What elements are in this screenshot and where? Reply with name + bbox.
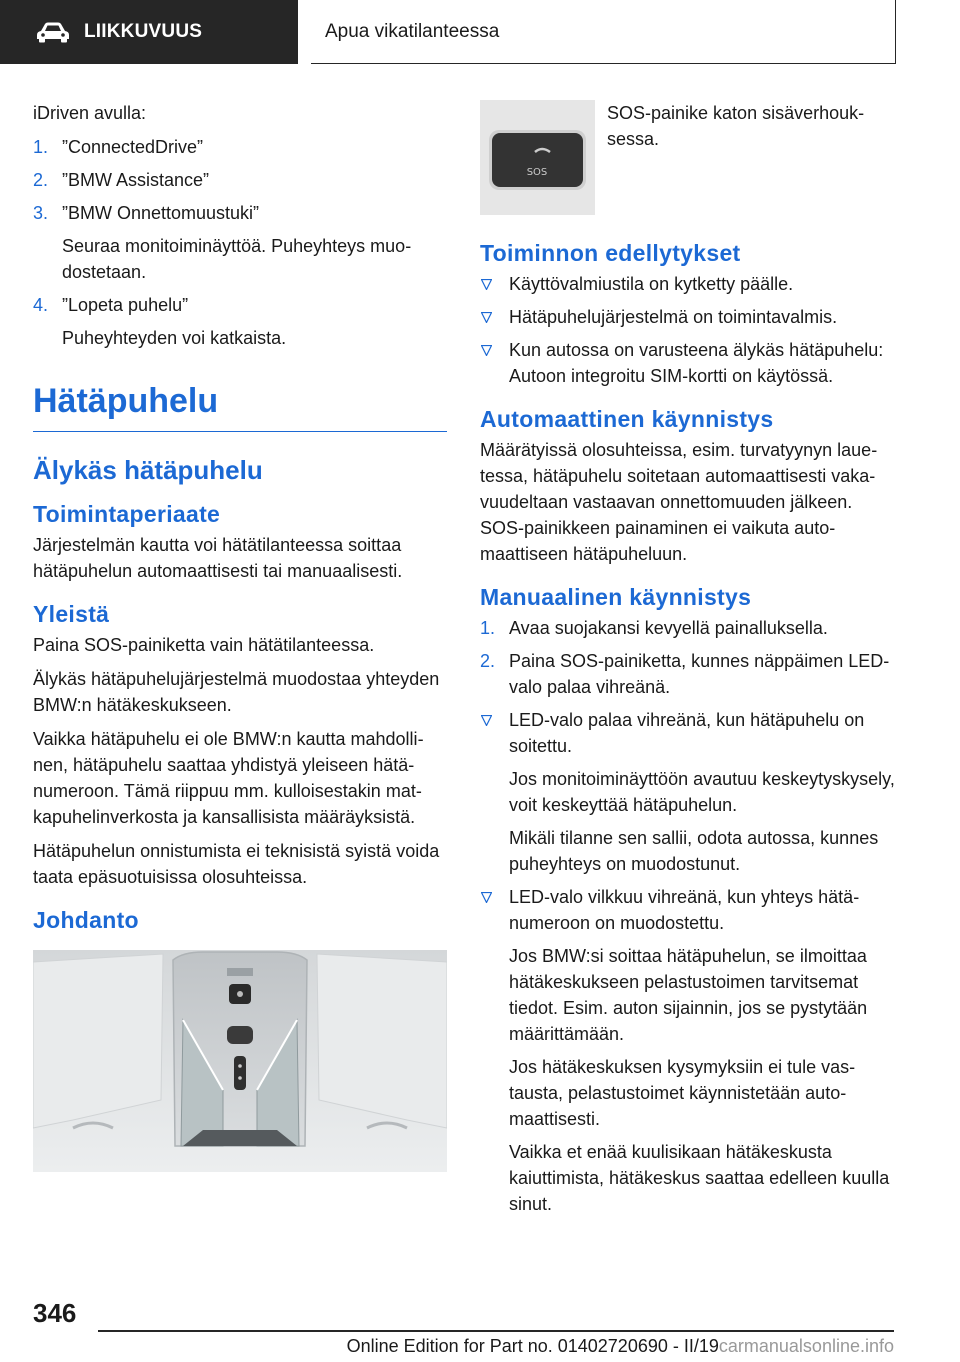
bullet-subtext: Jos BMW:si soittaa hätäpuhelun, se ilmoittaa hätäkeskukseen pelastustoimen tarvitsemat tiedot. Esim. auton sijainnin, jos se pystytään määrittämään.: [509, 946, 868, 1044]
chapter-title: Apua vikatilanteessa: [325, 20, 500, 42]
bullet-subtext: Vaikka et enää kuulisikaan hätäkeskusta kaiuttimista, hätäkeskus saattaa edelleen kuulla sinut.: [509, 1142, 890, 1214]
step-number: 1.: [480, 618, 496, 638]
step-number: 4.: [33, 295, 49, 315]
step-text: ”BMW Assistance”: [62, 170, 210, 190]
sos-button-label: SOS: [526, 167, 548, 178]
footer-divider: [98, 1330, 894, 1332]
edition-text: Online Edition for Part no. 01402720690 - II/19: [346, 1336, 719, 1356]
bullet-text: LED-valo palaa vihreänä, kun hätäpuhelu on soitettu.: [509, 710, 865, 756]
intro-text: iDriven avulla:: [33, 103, 147, 123]
sos-button-image: [480, 100, 595, 215]
list-item: [33, 200, 447, 226]
paragraph: Älykäs hätäpuhelujärjestelmä muodostaa yhteyden BMW:n hätäkeskukseen.: [33, 669, 440, 715]
step-subtext: Puheyhteyden voi katkaista.: [62, 328, 287, 348]
triangle-bullet-icon: [481, 312, 492, 323]
step-text: Paina SOS-painiketta, kunnes näppäimen LED-valo palaa vihreänä.: [509, 651, 890, 697]
list-item: [480, 304, 898, 330]
step-number: 3.: [33, 203, 49, 223]
roof-console-image: [33, 950, 447, 1172]
step-subtext: Seuraa monitoiminäyttöä. Puheyhteys muodostetaan.: [62, 236, 412, 282]
subheading-intro: Johdanto: [33, 907, 139, 933]
section-heading: Älykäs hätäpuhelu: [33, 455, 263, 485]
bullet-subtext: Jos monitoiminäyttöön avautuu keskeytyskysely, voit keskeyttää hätäpuhelun.: [509, 769, 895, 815]
bullet-subtext: Mikäli tilanne sen sallii, odota autossa, kunnes puheyhteys on muodostunut.: [509, 828, 879, 874]
page-title: Hätäpuhelu: [33, 381, 447, 432]
paragraph: Hätäpuhelun onnistumista ei teknisistä syistä voida taata epäsuotuisissa olosuhteissa.: [33, 841, 440, 887]
step-text: Avaa suojakansi kevyellä painalluksella.: [509, 618, 828, 638]
triangle-bullet-icon: [481, 345, 492, 356]
section-title: LIIKKUVUUS: [84, 21, 203, 42]
triangle-bullet-icon: [481, 892, 492, 903]
paragraph: Paina SOS-painiketta vain hätätilanteessa.: [33, 635, 375, 655]
bullet-text: Hätäpuhelujärjestelmä on toimintavalmis.: [509, 307, 838, 327]
car-icon: [36, 21, 70, 43]
list-item: [480, 337, 898, 389]
subheading-prerequisites: Toiminnon edellytykset: [480, 240, 741, 266]
figure-caption: SOS-painike katon sisäverhouksessa.: [607, 103, 865, 149]
subheading-manual: Manuaalinen käynnistys: [480, 584, 752, 610]
paragraph: Vaikka hätäpuhelu ei ole BMW:n kautta mahdollinen, hätäpuhelu saattaa yhdistyä yleiseen hätänumeroon. Tämä riippuu mm. kulloisestakin matkapuhelinverkosta ja kansallisista määräyksistä.: [33, 729, 424, 827]
triangle-bullet-icon: [481, 715, 492, 726]
step-text: ”ConnectedDrive”: [62, 137, 204, 157]
bullet-text: Kun autossa on varusteena älykäs hätäpuhelu: Autoon integroitu SIM-kortti on käytössä.: [509, 340, 884, 386]
bullet-text: LED-valo vilkkuu vihreänä, kun yhteys hätänumeroon on muodostettu.: [509, 887, 860, 933]
paragraph: Määrätyissä olosuhteissa, esim. turvatyynyn lauetessa, hätäpuhelu soitetaan automaattisesti vakavuudeltaan vastaavan onnettomuuden jälkeen. SOS-painikkeen painaminen ei vaikuta automaattiseen hätäpuheluun.: [480, 440, 878, 564]
sos-figure: [480, 100, 898, 215]
subheading-automatic: Automaattinen käynnistys: [480, 406, 774, 432]
bullet-text: Käyttövalmiustila on kytketty päälle.: [509, 274, 794, 294]
chapter-tab: [311, 0, 896, 64]
watermark: carmanualsonline.info: [718, 1336, 894, 1356]
page-number: 346: [33, 1298, 77, 1328]
subheading-general: Yleistä: [33, 601, 110, 627]
step-number: 2.: [33, 170, 49, 190]
paragraph: Järjestelmän kautta voi hätätilanteessa soittaa hätäpuhelun automaattisesti tai manuaalisesti.: [33, 535, 403, 581]
list-item: [33, 292, 447, 318]
subheading-principle: Toimintaperiaate: [33, 501, 221, 527]
list-item: [480, 615, 898, 641]
right-column: [480, 100, 898, 1224]
step-number: 2.: [480, 651, 496, 671]
bullet-subtext: Jos hätäkeskuksen kysymyksiin ei tule vastausta, pelastustoimet käynnistetään automaattisesti.: [509, 1057, 856, 1129]
list-item: [480, 884, 898, 936]
section-tab: [0, 0, 298, 64]
step-number: 1.: [33, 137, 49, 157]
list-item: [480, 707, 898, 759]
list-item: [33, 134, 447, 160]
triangle-bullet-icon: [481, 279, 492, 290]
footer-text: [300, 1333, 894, 1359]
left-column: [33, 100, 447, 1179]
step-text: ”Lopeta puhelu”: [62, 295, 189, 315]
step-text: ”BMW Onnettomuustuki”: [62, 203, 260, 223]
list-item: [33, 167, 447, 193]
list-item: [480, 271, 898, 297]
list-item: [480, 648, 898, 700]
